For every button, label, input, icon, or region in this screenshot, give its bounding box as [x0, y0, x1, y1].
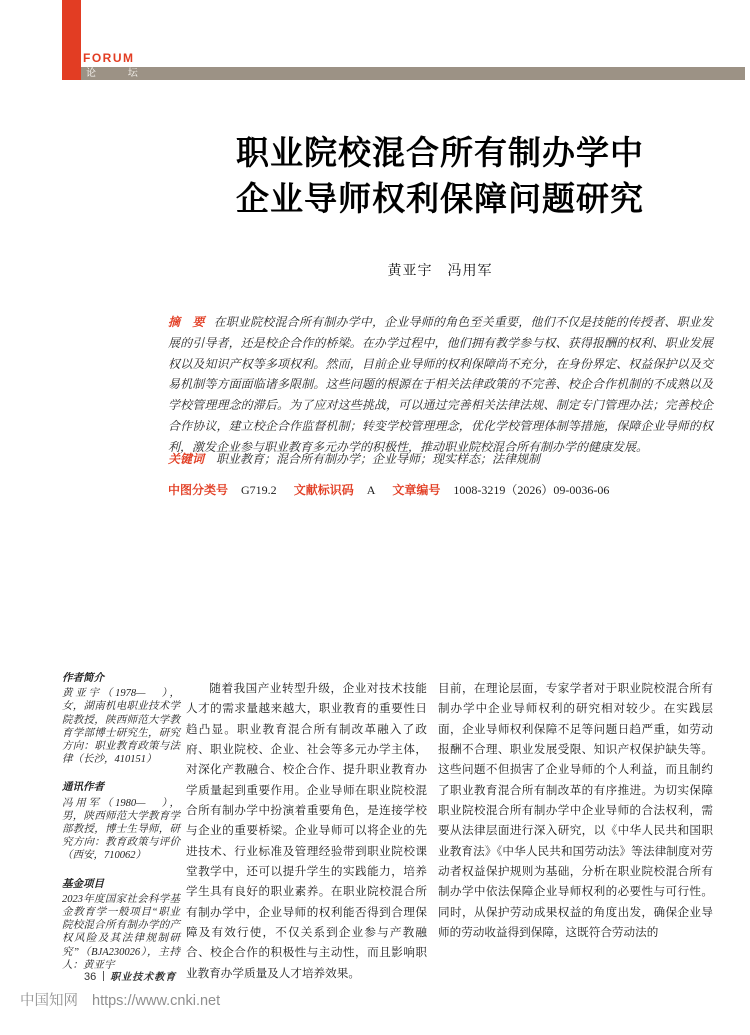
- body-column-left: [186, 679, 427, 980]
- folio-divider: [103, 971, 104, 981]
- page-folio: [84, 968, 176, 983]
- cnki-watermark: [20, 989, 220, 1010]
- article-id-value: 1008-3219（2026）09-0036-06: [453, 483, 610, 497]
- corresponding-author-heading: 通讯作者: [62, 782, 104, 794]
- clc-value: G719.2: [241, 483, 277, 497]
- column-title-bar: [81, 67, 745, 80]
- author-bio-text: 黄亚宇（1978— ），女，湖南机电职业技术学院教授，陕西师范大学教育学部博士研究生，研究方向：职业教育政策与法律（长沙，410151）: [62, 688, 180, 766]
- author-bio-heading: 作者简介: [62, 673, 104, 684]
- article-id-label: 文章编号: [392, 483, 441, 497]
- classification-row: [168, 481, 713, 498]
- fund-project-text: 2023年度国家社会科学基金教育学一般项目“职业院校混合所有制办学的产权风险及其法律规制研究”（BJA230026），主持人：黄亚宇: [62, 893, 180, 971]
- keywords-label: 关键词: [168, 452, 205, 466]
- body-column-right: [438, 679, 713, 967]
- journal-name: 职业技术教育: [110, 972, 177, 983]
- article-title-line1: 职业院校混合所有制办学中: [236, 134, 644, 171]
- keywords-block: [168, 450, 713, 467]
- doc-code-label: 文献标识码: [293, 483, 354, 497]
- article-title: [140, 130, 740, 222]
- body-paragraph-left: 随着我国产业转型升级，企业对技术技能人才的需求量越来越大，职业教育的重要性日趋凸显。职业教育混合所有制改革融入了政府、职业院校、企业、社会等多元办学主体，对深化产教融合、校企合作、提升职业教育办学质量起到重要作用。企业导师在职业院校混合所有制办学中扮演着重要角色，是连接学校与企业的重要桥梁。企业导师可以将企业的先进技术、行业标准及管理经验带到职业院校课堂教学中，还可以提升学生的实践能力，培养学生具有良好的职业素养。在职业院校混合所有制办学中，企业导师的权利能否得到合理保障及有效行使，不仅关系到企业参与产教融合、校企合作的积极性与主动性，而且影响职业教育办学质量及人才培养效果。: [186, 682, 427, 980]
- abstract-block: [168, 312, 713, 458]
- author-notes-sidebar: [62, 672, 180, 987]
- cnki-url-link[interactable]: https://www.cnki.net: [92, 993, 221, 1009]
- body-text-columns: [186, 679, 713, 980]
- keywords-text: 职业教育；混合所有制办学；企业导师；现实样态；法律规制: [216, 452, 541, 466]
- doc-code-value: A: [366, 483, 376, 497]
- masthead-red-bar: [62, 0, 81, 80]
- article-title-line2: 企业导师权利保障问题研究: [236, 180, 644, 217]
- page-number: 36: [84, 971, 97, 983]
- fund-project-section: [62, 878, 180, 972]
- abstract-label: 摘 要: [168, 315, 205, 329]
- author-bio-section: [62, 672, 180, 766]
- cnki-source-label: 中国知网: [20, 993, 78, 1009]
- column-title-char-1: 论: [86, 68, 96, 79]
- clc-label: 中图分类号: [168, 483, 229, 497]
- corresponding-author-text: 冯用军（1980— ），男，陕西师范大学教育学部教授，博士生导师，研究方向：教育政策与评价（西安，710062）: [62, 797, 180, 862]
- body-paragraph-right: 目前，在理论层面，专家学者对于职业院校混合所有制办学中企业导师权利的研究相对较少。在实践层面，企业导师权利保障不足等问题日趋严重，如劳动报酬不合理、职业发展受限、知识产权保护缺失等。这些问题不但损害了企业导师的个人利益，而且制约了职业教育混合所有制改革的有序推进。为切实保障职业院校混合所有制办学中企业导师的合法权利，需要从法律层面进行深入研究，以《中华人民共和国职业教育法》《中华人民共和国劳动法》等法律制度对劳动者权益保护规则为基础，分析在职业院校混合所有制办学中依法保障企业导师权利的必要性与可行性。同时，从保护劳动成果权益的角度出发，确保企业导师的劳动收益得到保障，这既符合劳动法的: [438, 682, 713, 940]
- fund-project-heading: 基金项目: [62, 878, 104, 890]
- article-authors: 黄亚宇 冯用军: [387, 264, 493, 279]
- forum-section-label: FORUM: [83, 51, 135, 65]
- corresponding-author-section: [62, 781, 180, 862]
- column-title-char-2: 坛: [127, 68, 138, 79]
- abstract-text: 在职业院校混合所有制办学中，企业导师的角色至关重要，他们不仅是技能的传授者、职业发展的引导者，还是校企合作的桥梁。在办学过程中，他们拥有教学参与权、获得报酬的权利、职业发展权以及知识产权等多项权利。然而，目前企业导师的权利保障尚不充分，在身份界定、权益保护以及交易机制等方面面临诸多限制。这些问题的根源在于相关法律政策的不完善、校企合作机制的不成熟以及学校管理理念的滞后。为了应对这些挑战，可以通过完善相关法律法规、制定专门管理办法；完善校企合作协议，建立校企合作监督机制；转变学校管理理念，优化学校管理体制等措施，保障企业导师的权利，激发企业参与职业教育多元办学的积极性，推动职业院校混合所有制办学的健康发展。: [168, 315, 713, 454]
